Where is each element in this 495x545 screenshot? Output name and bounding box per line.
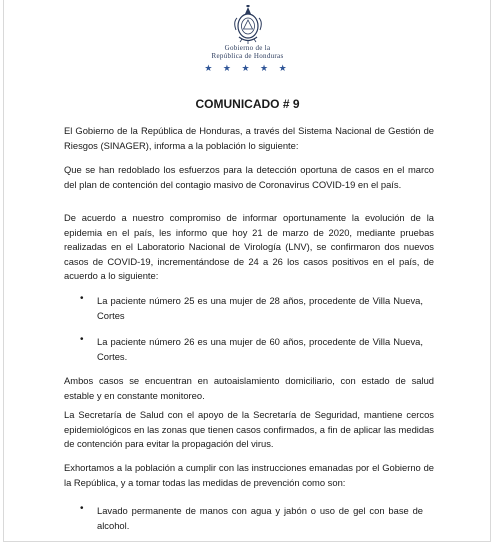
bullet-case-26: •	[80, 334, 84, 345]
letterhead-line-1: Gobierno de la	[224, 44, 271, 52]
case-item-25: La paciente número 25 es una mujer de 28 años, procedente de Villa Nueva, Cortes	[97, 295, 423, 321]
measure-item-handwashing: Lavado permanente de manos con agua y jabón o uso de gel con base de alcohol.	[97, 505, 423, 531]
case-item-26: La paciente número 26 es una mujer de 60 años, procedente de Villa Nueva, Cortes.	[97, 336, 423, 362]
bullet-case-25: •	[80, 293, 84, 304]
letterhead	[0, 4, 495, 73]
paragraph-health-secretariat: La Secretaría de Salud con el apoyo de la Secretaría de Seguridad, mantiene cercos epidemiológicos en las zonas que tienen casos confirmados, a fin de aplicar las medidas de contención para evitar la propagación del virus.	[64, 409, 434, 449]
paragraph-exhortation: Exhortamos a la población a cumplir con las instrucciones emanadas por el Gobierno de la República, y a tomar todas las medidas de prevención como son:	[64, 462, 434, 488]
coat-of-arms-icon	[231, 4, 265, 44]
paragraph-isolation: Ambos casos se encuentran en autoaislamiento domiciliario, con estado de salud estable y en constante monitoreo.	[64, 375, 434, 401]
paragraph-intro: El Gobierno de la República de Honduras, a través del Sistema Nacional de Gestión de Riesgos (SINAGER), informa a la población lo siguiente:	[64, 125, 434, 151]
letterhead-stars: ★ ★ ★ ★ ★	[204, 63, 291, 73]
bullet-measure-1: •	[80, 503, 84, 514]
document-title: COMUNICADO # 9	[195, 97, 300, 111]
letterhead-line-2: República de Honduras	[211, 52, 284, 60]
paragraph-evolution: De acuerdo a nuestro compromiso de informar oportunamente la evolución de la epidemia en el país, les informo que hoy 21 de marzo de 2020, mediante pruebas realizadas en el Laboratorio Nacional de Virología (LNV), se confirmaron dos nuevos casos de COVID-19, incrementándose de 24 a 26 los casos positivos en el país, de acuerdo a lo siguiente:	[64, 212, 434, 281]
paragraph-efforts: Que se han redoblado los esfuerzos para la detección oportuna de casos en el marco del plan de contención del contagio masivo de Coronavirus COVID-19 en el país.	[64, 164, 434, 190]
